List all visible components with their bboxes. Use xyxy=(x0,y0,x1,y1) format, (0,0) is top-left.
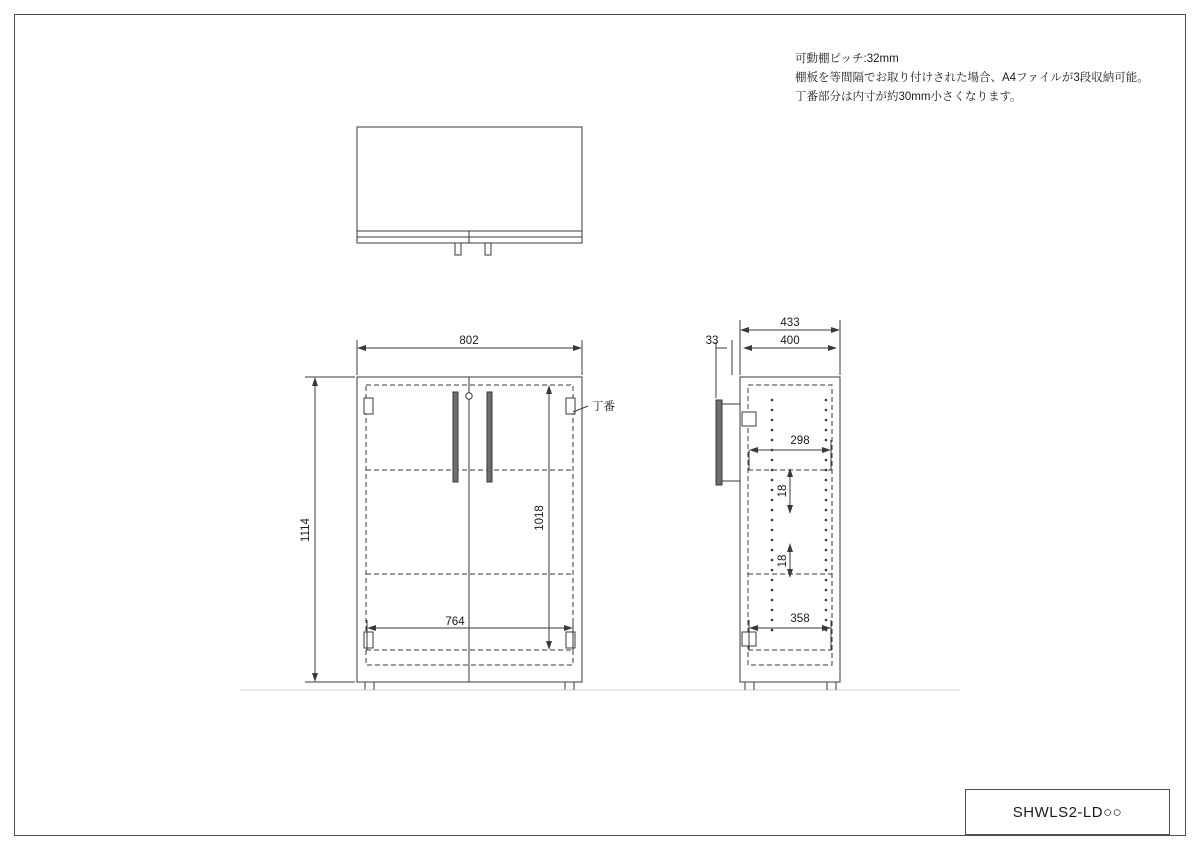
dim-front-width: 802 xyxy=(459,335,479,347)
note-line-1: 可動棚ピッチ:32mm xyxy=(795,53,899,65)
dim-handle-offset: 33 xyxy=(705,335,719,347)
label-hinge: 丁番 xyxy=(592,401,615,413)
dim-shelf-depth-top: 298 xyxy=(790,435,810,447)
dim-depth-outer: 433 xyxy=(780,317,800,329)
dim-door-height: 1018 xyxy=(534,505,546,531)
note-line-3: 丁番部分は内寸が約30mm小さくなります。 xyxy=(795,90,1022,103)
top-view xyxy=(357,127,582,255)
dim-shelf-width: 764 xyxy=(445,616,465,628)
dim-front-height: 1114 xyxy=(300,518,312,542)
dim-pitch-top: 18 xyxy=(777,484,789,498)
title-block xyxy=(965,789,1170,835)
dim-depth-body: 400 xyxy=(780,335,800,347)
note-line-2: 棚板を等間隔でお取り付けされた場合、A4ファイルが3段収納可能。 xyxy=(795,71,1149,84)
dim-pitch-bottom: 18 xyxy=(777,554,789,568)
side-view xyxy=(716,377,840,690)
dim-shelf-depth-bottom: 358 xyxy=(790,613,810,625)
front-view xyxy=(240,377,960,690)
part-number: SHWLS2-LD○○ xyxy=(1012,803,1123,821)
